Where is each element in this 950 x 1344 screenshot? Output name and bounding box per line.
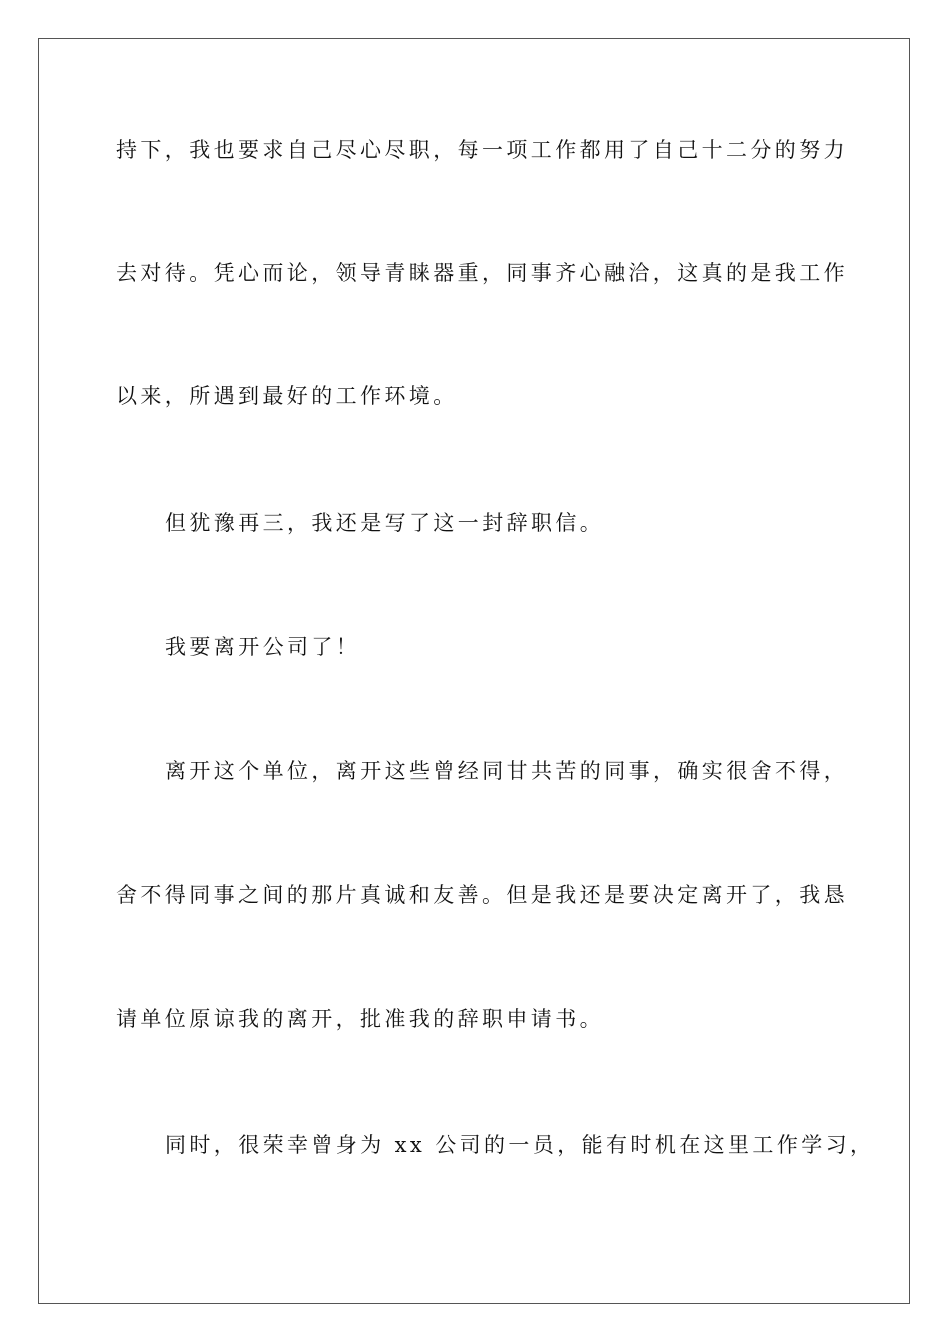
text-line: 持下，我也要求自己尽心尽职，每一项工作都用了自己十二分的努力 [116,138,848,162]
paragraph-line: 同时，很荣幸曾身为 xx 公司的一员，能有时机在这里工作学习， [165,1133,875,1157]
text-line: 去对待。凭心而论，领导青睐器重，同事齐心融洽，这真的是我工作 [116,261,848,285]
text-line: 请单位原谅我的离开，批准我的辞职申请书。 [116,1007,604,1031]
text-line: 舍不得同事之间的那片真诚和友善。但是我还是要决定离开了，我恳 [116,883,848,907]
paragraph-line: 离开这个单位，离开这些曾经同甘共苦的同事，确实很舍不得， [165,759,849,783]
text-line: 以来，所遇到最好的工作环境。 [116,384,458,408]
page-border [38,38,910,1304]
paragraph-line: 但犹豫再三，我还是写了这一封辞职信。 [165,511,605,535]
paragraph-line: 我要离开公司了！ [165,635,361,659]
